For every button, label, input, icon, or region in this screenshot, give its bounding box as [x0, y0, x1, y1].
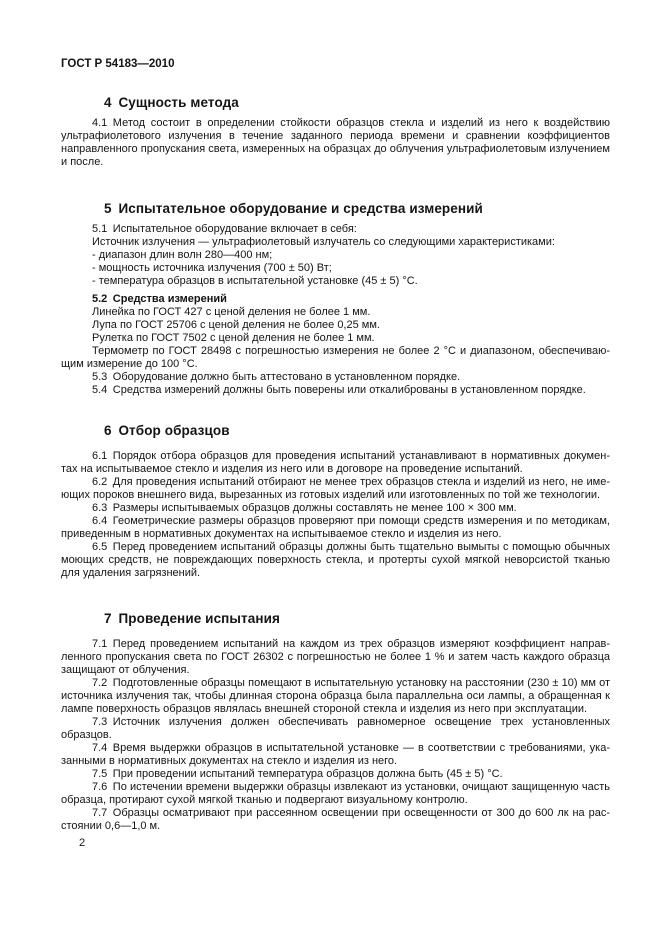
page-number: 2: [79, 837, 86, 849]
list-item-source-power: - мощность источника излучения (700 ± 50) Вт;: [92, 262, 332, 274]
clause-6-1: 6.1 Порядок отбора образцов для проведения испытаний устанавливают в нормативных документах на испытываемое стекло и изделия из него или в договоре на проведение испытаний.: [61, 450, 610, 475]
clause-6-2: 6.2 Для проведения испытаний отбирают не менее трех образцов стекла и изделий из него, не имеющих пороков внешнего вида, вырезанных из готовых изделий или изготовленных по той же технологии.: [61, 476, 610, 501]
clause-5-2-ruler: Линейка по ГОСТ 427 с ценой деления не более 1 мм.: [92, 306, 371, 318]
clause-7-3: 7.3 Источник излучения должен обеспечивать равномерное освещение трех установленных образцов.: [61, 716, 610, 741]
subclause-5-2-heading: 5.2 Средства измерений: [92, 293, 227, 305]
clause-5-2-thermometer: Термометр по ГОСТ 28498 с погрешностью измерения не более 2 °С и диапазоном, обеспечивающим измерение до 100 °С.: [61, 345, 610, 370]
section-5-heading: 5 Испытательное оборудование и средства измерений: [104, 201, 483, 216]
clause-5-3: 5.3 Оборудование должно быть аттестовано в установленном порядке.: [92, 371, 461, 383]
clause-5-1-source: Источник излучения — ультрафиолетовый излучатель со следующими характеристиками:: [92, 236, 555, 248]
section-6-heading: 6 Отбор образцов: [104, 423, 230, 438]
clause-7-4: 7.4 Время выдержки образцов в испытательной установке — в соответствии с требованиями, указанными в нормативных документах на стекло и изделия из него.: [61, 742, 610, 767]
clause-7-7: 7.7 Образцы осматривают при рассеянном освещении при освещенности от 300 до 600 лк на расстоянии 0,6—1,0 м.: [61, 807, 610, 832]
section-7-heading: 7 Проведение испытания: [104, 611, 281, 626]
clause-4-1: 4.1 Метод состоит в определении стойкости образцов стекла и изделий из него к воздействию ультрафиолетового излучения в течение заданного периода времени и сравнении коэффициентов направленного пропускания света, измеренных на образцах до облучения ультрафиолетовым излучением и после.: [61, 117, 610, 168]
clause-6-4: 6.4 Геометрические размеры образцов проверяют при помощи средств измерения и по методикам, приведенным в нормативных документах на испытываемое стекло и изделия из него.: [61, 515, 610, 540]
page-content: [61, 58, 610, 850]
clause-5-2-loupe: Лупа по ГОСТ 25706 с ценой деления не более 0,25 мм.: [92, 319, 380, 331]
clause-6-5: 6.5 Перед проведением испытаний образцы должны быть тщательно вымыты с помощью обычных моющих средств, не повреждающих поверхность стекла, и протерты сухой мягкой неворсистой тканью для удаления загрязнений.: [61, 541, 610, 579]
clause-7-6: 7.6 По истечении времени выдержки образцы извлекают из установки, очищают защищенную часть образца, протирают сухой мягкой тканью и подвергают визуальному контролю.: [61, 781, 610, 806]
clause-7-2: 7.2 Подготовленные образцы помещают в испытательную установку на расстоянии (230 ± 10) мм от источника излучения так, чтобы длинная сторона образца была параллельна оси лампы, а обращенная к лампе поверхность образцов являлась внешней стороной стекла и изделия из него при эксплуатации.: [61, 677, 610, 715]
section-4-heading: 4 Сущность метода: [104, 95, 239, 110]
list-item-wavelength-range: - диапазон длин волн 280—400 нм;: [92, 249, 273, 261]
list-item-sample-temperature: - температура образцов в испытательной установке (45 ± 5) °С.: [92, 275, 418, 287]
clause-7-1: 7.1 Перед проведением испытаний на каждом из трех образцов измеряют коэффициент направленного пропускания света по ГОСТ 26302 с погрешностью не более 1 % и затем часть каждого образца защищают от облучения.: [61, 638, 610, 676]
clause-5-2-tape-measure: Рулетка по ГОСТ 7502 с ценой деления не более 1 мм.: [92, 332, 375, 344]
clause-7-5: 7.5 При проведении испытаний температура образцов должна быть (45 ± 5) °С.: [92, 768, 503, 780]
clause-5-4: 5.4 Средства измерений должны быть поверены или откалиброваны в установленном порядке.: [92, 384, 586, 396]
doc-code: ГОСТ Р 54183—2010: [61, 58, 175, 70]
clause-6-3: 6.3 Размеры испытываемых образцов должны составлять не менее 100 × 300 мм.: [92, 502, 517, 514]
clause-5-1: 5.1 Испытательное оборудование включает в себя:: [92, 223, 357, 235]
